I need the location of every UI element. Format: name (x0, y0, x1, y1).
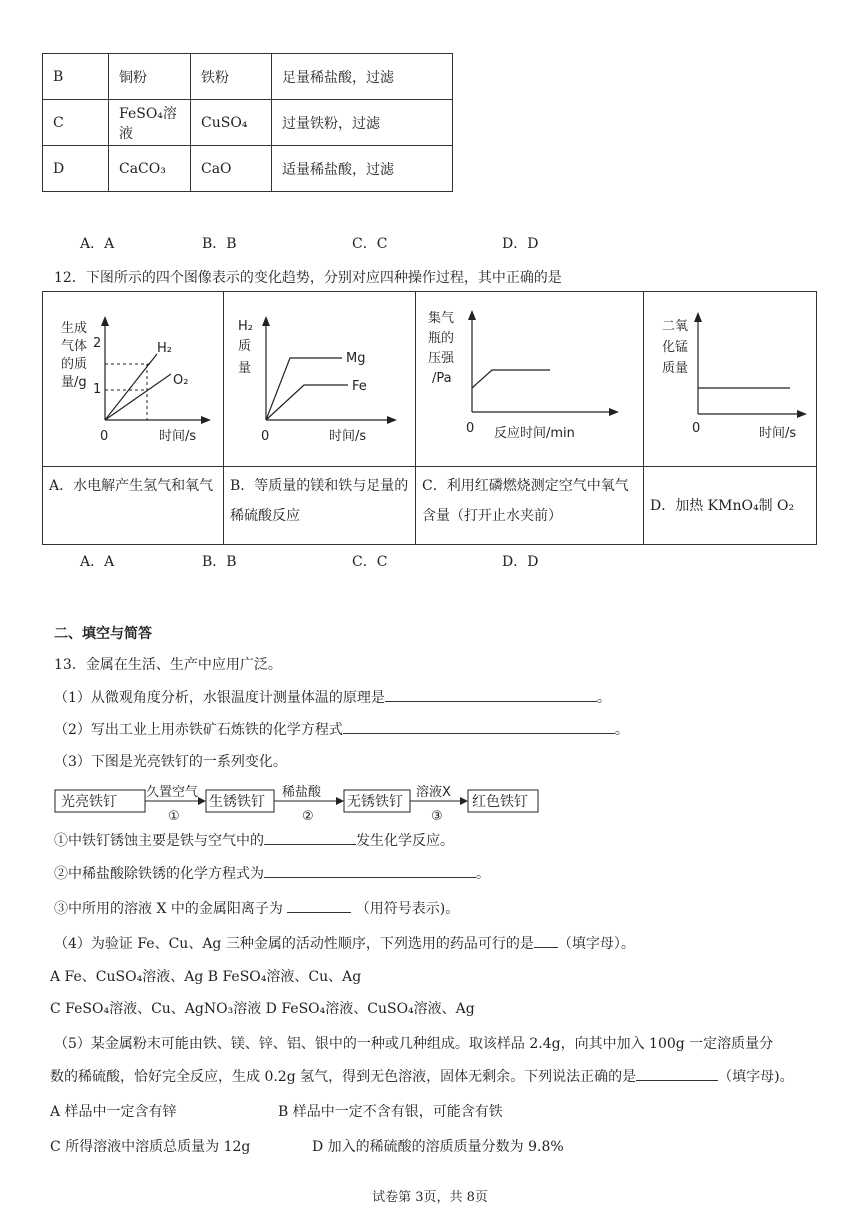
method-cell: 适量稀盐酸，过滤 (272, 146, 453, 192)
graph-b (224, 292, 415, 462)
answer-blank[interactable] (343, 719, 615, 734)
option-a[interactable]: A．A (80, 236, 115, 252)
impurity-cell: CuSO₄ (191, 100, 272, 146)
option-cell: D (43, 146, 109, 192)
q13-part5-line2: 数的稀硫酸，恰好完全反应，生成 0.2g 氢气，得到无色溶液，固体无剩余。下列说法正确的是 （填字母)。 (50, 1066, 794, 1086)
q13-part5-option-a: A 样品中一定含有锌 (50, 1104, 177, 1120)
q13-part5-option-c: C 所得溶液中溶质总质量为 12g (50, 1139, 251, 1155)
graph-c-ylabel-2: 瓶的 (428, 331, 455, 346)
method-cell: 过量铁粉，过滤 (272, 100, 453, 146)
graph-b-origin: 0 (261, 429, 270, 444)
option-cell: B (43, 54, 109, 100)
option-b[interactable]: B．B (202, 554, 237, 570)
graph-c-ylabel-4: /Pa (432, 371, 452, 386)
graph-c (416, 292, 643, 462)
substance-cell: CaCO₃ (109, 146, 191, 192)
q13-part1: （1）从微观角度分析，水银温度计测量体温的原理是 。 (54, 687, 611, 707)
flow-box-3-label: 无锈铁钉 (347, 794, 403, 810)
q13-sub3: ③中所用的溶液 X 中的金属阳离子为 （用符号表示)。 (54, 898, 459, 918)
graph-d-ylabel-3: 质量 (662, 361, 689, 376)
answer-blank[interactable] (287, 898, 351, 913)
option-c[interactable]: C．C (352, 236, 388, 252)
method-cell: 足量稀盐酸，过滤 (272, 54, 453, 100)
graph-a-origin: 0 (100, 429, 109, 444)
answer-blank[interactable] (636, 1066, 718, 1081)
answer-blank[interactable] (385, 687, 597, 702)
q12-options (80, 551, 538, 571)
flow-above-3: 溶液X (416, 785, 451, 800)
table-row (43, 100, 453, 146)
substance-cell: FeSO₄溶液 (109, 100, 191, 146)
page-footer: 试卷第 3页，共 8页 (372, 1190, 488, 1205)
option-b[interactable]: B．B (202, 236, 237, 252)
graph-a-cell (43, 292, 224, 467)
graph-d-cell (644, 292, 817, 467)
caption-b: B．等质量的镁和铁与足量的稀硫酸反应 (224, 467, 416, 545)
q13-part5-option-b: B 样品中一定不含有银，可能含有铁 (278, 1104, 503, 1120)
option-a[interactable]: A．A (80, 554, 115, 570)
caption-c: C．利用红磷燃烧测定空气中氧气含量（打开止水夹前） (416, 467, 644, 545)
q13-part2: （2）写出工业上用赤铁矿石炼铁的化学方程式 。 (54, 719, 629, 739)
graph-a-ylabel-1: 生成 (61, 321, 88, 336)
graphs-table (42, 291, 817, 545)
flow-below-2: ② (302, 809, 314, 824)
q13-sub1: ①中铁钉锈蚀主要是铁与空气中的 发生化学反应。 (54, 830, 454, 850)
section-title: 二、填空与简答 (54, 626, 152, 642)
option-d[interactable]: D．D (502, 236, 539, 252)
graph-a-ylabel-3: 的质 (61, 357, 88, 372)
graph-a (43, 292, 223, 462)
q13-part3: （3）下图是光亮铁钉的一系列变化。 (54, 754, 287, 770)
q13-part4-options-ab: A Fe、CuSO₄溶液、Ag B FeSO₄溶液、Cu、Ag (50, 969, 362, 985)
graph-c-xlabel: 反应时间/min (494, 426, 575, 441)
flow-box-1-label: 光亮铁钉 (61, 794, 117, 810)
graph-d-ylabel-2: 化锰 (662, 340, 689, 355)
graph-b-ylabel-1: H₂ (238, 319, 253, 334)
caption-a: A．水电解产生氢气和氧气 (43, 467, 224, 545)
graph-c-ylabel-3: 压强 (428, 351, 455, 366)
substance-cell: 铜粉 (109, 54, 191, 100)
table-row (43, 54, 453, 100)
flow-box-4-label: 红色铁钉 (472, 794, 528, 810)
q13-part4: （4）为验证 Fe、Cu、Ag 三种金属的活动性顺序，下列选用的药品可行的是 （填字母）。 (54, 933, 635, 953)
impurity-cell: 铁粉 (191, 54, 272, 100)
graph-d-origin: 0 (692, 421, 701, 436)
flow-below-1: ① (168, 809, 180, 824)
q13-sub2: ②中稀盐酸除铁锈的化学方程式为 。 (54, 863, 490, 883)
q13-part4-options-cd: C FeSO₄溶液、Cu、AgNO₃溶液 D FeSO₄溶液、CuSO₄溶液、Ag (50, 1001, 475, 1017)
table-row (43, 146, 453, 192)
graph-a-tick-2: 2 (93, 336, 102, 351)
q13-stem: 13．金属在生活、生产中应用广泛。 (54, 657, 282, 673)
q11-options (80, 233, 538, 253)
q13-part5-option-d: D 加入的稀硫酸的溶质质量分数为 9.8% (312, 1139, 564, 1155)
q13-part5-line1: （5）某金属粉末可能由铁、镁、锌、铝、银中的一种或几种组成。取该样品 2.4g，向其中加入 100g 一定溶质量分 (54, 1036, 774, 1052)
impurity-cell: CaO (191, 146, 272, 192)
q12-stem: 12．下图所示的四个图像表示的变化趋势，分别对应四种操作过程，其中正确的是 (54, 270, 562, 286)
purification-table (42, 53, 453, 192)
graph-a-o2-line (105, 374, 171, 420)
nail-flow-diagram (54, 782, 544, 824)
graph-a-tick-1: 1 (93, 382, 102, 397)
answer-blank[interactable] (264, 830, 356, 845)
graph-a-xlabel: 时间/s (159, 429, 197, 444)
graph-d (644, 292, 816, 462)
graph-c-ylabel-1: 集气 (428, 311, 455, 326)
graph-a-series-h2: H₂ (157, 341, 172, 356)
graph-b-fe-line (266, 385, 348, 420)
flow-below-3: ③ (431, 809, 443, 824)
graph-b-series-mg: Mg (346, 351, 366, 366)
graph-c-origin: 0 (466, 421, 475, 436)
caption-d: D．加热 KMnO₄制 O₂ (644, 467, 817, 545)
option-c[interactable]: C．C (352, 554, 388, 570)
answer-blank[interactable] (264, 863, 476, 878)
option-d[interactable]: D．D (502, 554, 539, 570)
graph-c-cell (416, 292, 644, 467)
graph-b-series-fe: Fe (352, 379, 367, 394)
graph-b-mg-line (266, 358, 342, 420)
flow-box-2-label: 生锈铁钉 (209, 794, 265, 810)
graph-d-xlabel: 时间/s (759, 426, 797, 441)
answer-blank[interactable] (534, 933, 558, 948)
graph-d-ylabel-1: 二氧 (662, 319, 689, 334)
graph-b-ylabel-2: 质 (238, 339, 252, 354)
graph-b-ylabel-3: 量 (238, 361, 252, 376)
graph-a-ylabel-4: 量/g (61, 375, 87, 390)
graph-b-cell (224, 292, 416, 467)
graph-c-pressure-line (472, 370, 550, 388)
graph-a-ylabel-2: 气体 (61, 339, 88, 354)
graph-a-series-o2: O₂ (173, 373, 189, 388)
graph-b-xlabel: 时间/s (329, 429, 367, 444)
flow-above-1: 久置空气 (146, 785, 199, 800)
flow-above-2: 稀盐酸 (282, 785, 322, 800)
option-cell: C (43, 100, 109, 146)
